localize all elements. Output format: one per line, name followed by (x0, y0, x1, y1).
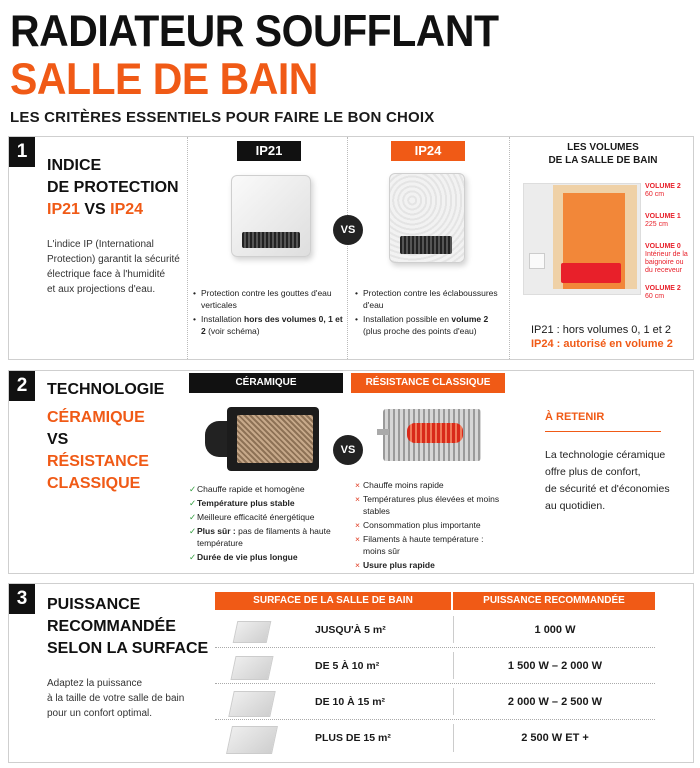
cell-divider (453, 724, 454, 752)
drawback-item: × Chauffe moins rapide (355, 480, 444, 490)
desc-line: électrique face à l'humidité (47, 269, 166, 280)
advantage-item: ✓ Chauffe rapide et homogène (189, 484, 305, 494)
desc-line: à la taille de votre salle de bain (47, 693, 185, 704)
volumes-title-line: LES VOLUMES (567, 142, 639, 153)
title-line: TECHNOLOGIE (47, 381, 165, 398)
legend-v2: VOLUME 2 (645, 183, 681, 190)
cell-divider (453, 616, 454, 643)
desc-line: L'indice IP (International (47, 239, 154, 250)
note-ip21: IP21 : hors volumes 0, 1 et 2 (531, 324, 672, 336)
ip24-bullet: • Installation possible en volume 2 (plus proche des points d'eau) (355, 314, 489, 336)
advantage-item: ✓ Température plus stable (189, 498, 295, 508)
ip24-word: IP24 (110, 201, 144, 218)
section-number: 3 (9, 584, 35, 614)
section-title (47, 379, 164, 495)
cell-divider (453, 652, 454, 679)
title-line: VS (47, 431, 69, 448)
section-protection-index (8, 136, 694, 360)
ceramic-label: CÉRAMIQUE (189, 373, 343, 393)
retenir-line: de sécurité et d'économies (545, 483, 670, 495)
surface-cell: JUSQU'À 5 m² (315, 624, 386, 636)
title-line: CÉRAMIQUE (47, 409, 145, 426)
title-line: DE PROTECTION (47, 179, 179, 196)
section-description (47, 237, 180, 297)
volumes-title (511, 141, 695, 167)
section-title (47, 594, 208, 660)
drawback-item: × Usure plus rapide (355, 560, 435, 570)
ip21-label: IP21 (237, 141, 301, 161)
page-title-line2: SALLE DE BAIN (10, 54, 318, 104)
ip24-label: IP24 (391, 141, 465, 161)
vs-badge: VS (333, 435, 363, 465)
advantage-item: ✓ Plus sûr : pas de filaments à haute température (189, 526, 331, 548)
room-icon (229, 651, 275, 681)
drawback-item: × Consommation plus importante (355, 520, 481, 530)
drawback-item: × Filaments à haute température : moins sûr (355, 534, 484, 556)
retenir-text (545, 447, 670, 515)
power-cell: 1 000 W (534, 624, 576, 636)
desc-line: Protection) garantit la sécurité (47, 254, 180, 265)
bathroom-volumes-diagram (523, 183, 641, 295)
surface-cell: PLUS DE 15 m² (315, 732, 391, 744)
legend-v2-bottom-dim: 60 cm (645, 293, 665, 300)
desc-line: Adaptez la puissance (47, 678, 143, 689)
title-line: SELON LA SURFACE (47, 640, 209, 657)
surface-cell: DE 10 À 15 m² (315, 696, 386, 708)
room-icon (229, 723, 275, 753)
power-cell: 1 500 W – 2 000 W (507, 660, 603, 672)
section-number: 1 (9, 137, 35, 167)
page-subtitle: LES CRITÈRES ESSENTIELS POUR FAIRE LE BON CHOIX (10, 109, 435, 126)
column-header-surface: SURFACE DE LA SALLE DE BAIN (215, 592, 451, 610)
legend-v0-desc: Intérieur de la baignoire ou du receveur (645, 251, 688, 274)
legend-v2-bottom: VOLUME 2 (645, 285, 681, 292)
section-description (47, 676, 184, 721)
ip21-heater-image (231, 175, 311, 257)
ip24-heater-image (389, 173, 465, 263)
title-line: RECOMMANDÉE (47, 618, 176, 635)
title-line: INDICE (47, 157, 102, 174)
resistance-element-image (377, 401, 487, 471)
power-cell: 2 000 W – 2 500 W (507, 696, 603, 708)
advantage-item: ✓ Durée de vie plus longue (189, 552, 298, 562)
table-row (215, 612, 655, 648)
room-icon (229, 687, 275, 717)
ceramic-element-image (205, 407, 321, 473)
title-line: PUISSANCE (47, 596, 141, 613)
cell-divider (453, 688, 454, 715)
column-header-power: PUISSANCE RECOMMANDÉE (453, 592, 655, 610)
ip21-bullets (193, 287, 343, 339)
vs-word: VS (79, 201, 111, 218)
ip24-bullets (355, 287, 505, 339)
legend-v2-dim: 60 cm (645, 191, 665, 198)
title-line (47, 199, 179, 221)
ip24-bullet: • Protection contre les éclaboussures d'eau (355, 288, 498, 310)
volumes-title-line: DE LA SALLE DE BAIN (548, 155, 658, 166)
retenir-title: À RETENIR (545, 411, 605, 423)
retenir-underline (545, 431, 661, 432)
divider (509, 137, 510, 359)
title-line: CLASSIQUE (47, 475, 141, 492)
drawback-item: × Températures plus élevées et moins stables (355, 494, 500, 516)
volumes-note (531, 323, 673, 351)
advantage-item: ✓ Meilleure efficacité énergétique (189, 512, 315, 522)
section-title (47, 155, 179, 221)
table-row (215, 648, 655, 684)
table-row (215, 720, 655, 756)
legend-v1-dim: 225 cm (645, 221, 668, 228)
retenir-line: offre plus de confort, (545, 466, 641, 478)
table-row (215, 684, 655, 720)
surface-cell: DE 5 À 10 m² (315, 660, 380, 672)
room-icon (229, 615, 275, 645)
note-ip24: IP24 : autorisé en volume 2 (531, 338, 673, 350)
section-technology (8, 370, 694, 574)
retenir-line: La technologie céramique (545, 449, 666, 461)
title-line: RÉSISTANCE (47, 453, 149, 470)
resistance-drawbacks (355, 479, 505, 573)
section-number: 2 (9, 371, 35, 401)
desc-line: et aux projections d'eau. (47, 284, 156, 295)
ceramic-advantages (189, 483, 349, 565)
retenir-line: au quotidien. (545, 500, 606, 512)
ip21-bullet: • Protection contre les gouttes d'eau verticales (193, 288, 332, 310)
divider (347, 137, 348, 359)
ip21-word: IP21 (47, 201, 80, 218)
legend-v0: VOLUME 0 (645, 243, 681, 250)
volume-legend (645, 183, 693, 301)
legend-v1: VOLUME 1 (645, 213, 681, 220)
desc-line: pour un confort optimal. (47, 708, 153, 719)
divider (187, 137, 188, 359)
vs-badge: VS (333, 215, 363, 245)
resistance-label: RÉSISTANCE CLASSIQUE (351, 373, 505, 393)
page-title-line1: RADIATEUR SOUFFLANT (10, 6, 499, 56)
power-cell: 2 500 W ET + (521, 732, 589, 744)
ip21-bullet: • Installation hors des volumes 0, 1 et 2 (voir schéma) (193, 314, 343, 336)
section-recommended-power (8, 583, 694, 763)
